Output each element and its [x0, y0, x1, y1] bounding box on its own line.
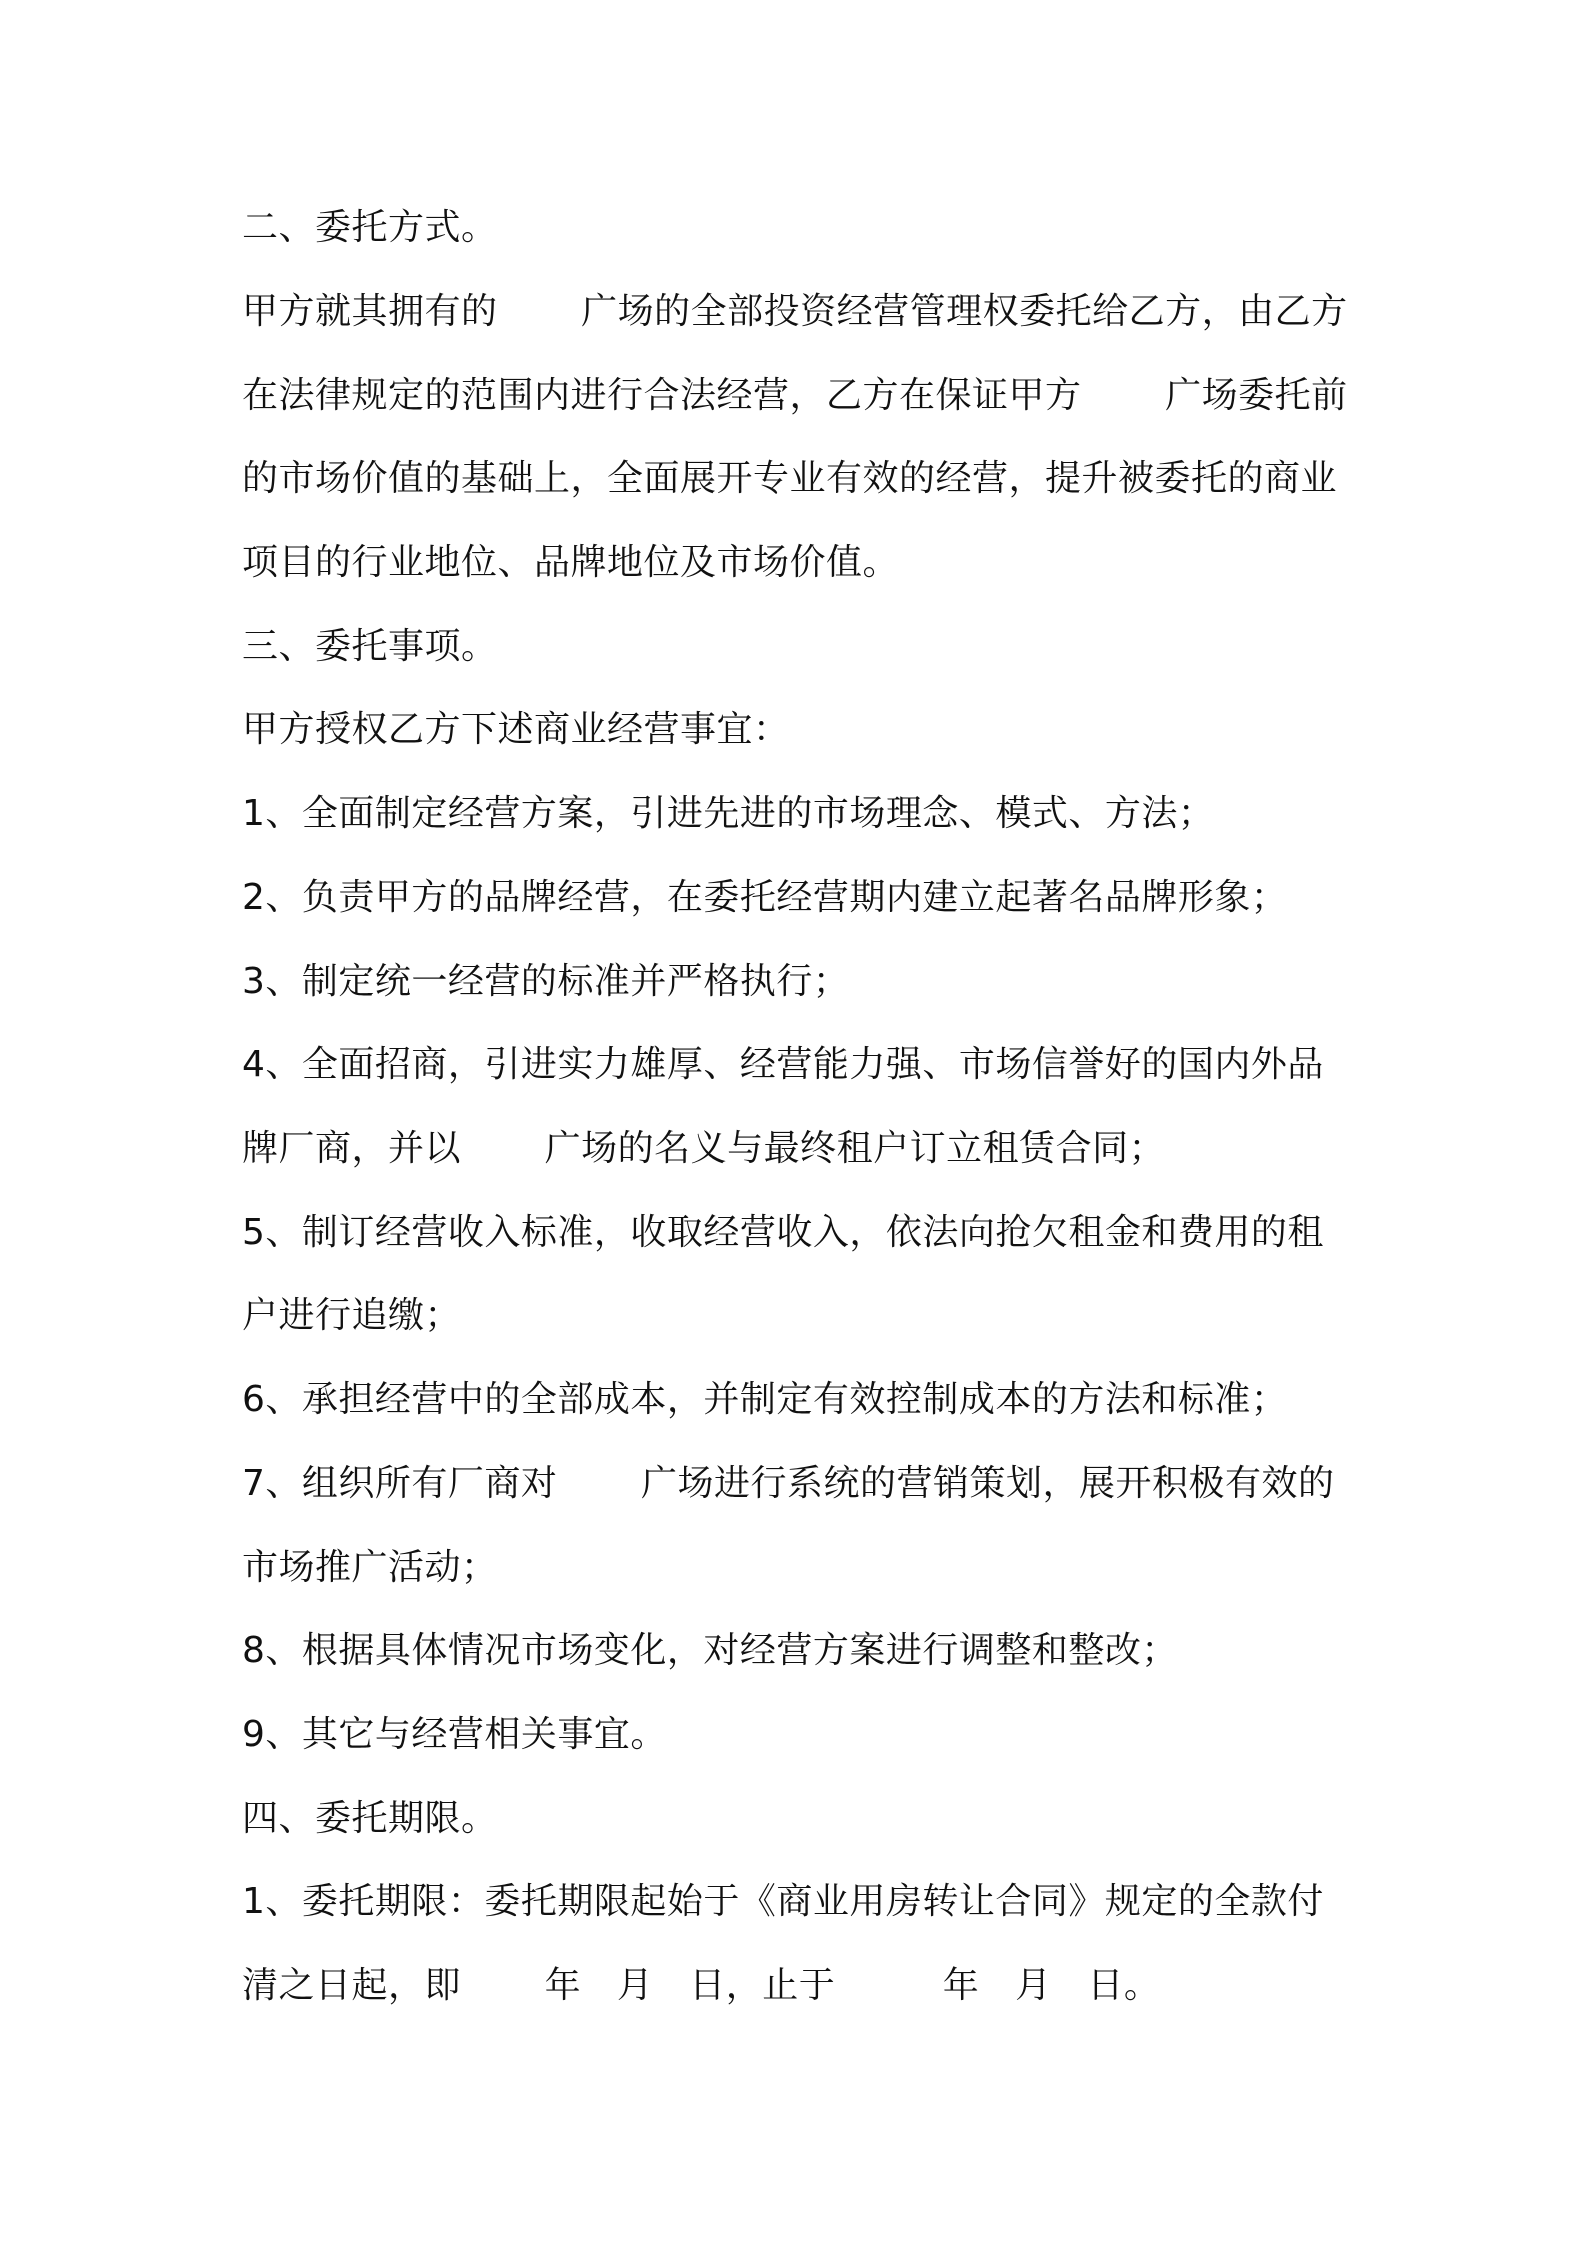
- list-item: 1、委托期限：委托期限起始于《商业用房转让合同》规定的全款付: [242, 1881, 1324, 1922]
- paragraph-line: 在法律规定的范围内进行合法经营，乙方在保证甲方 广场委托前: [242, 375, 1348, 416]
- list-item: 3、制定统一经营的标准并严格执行；: [242, 961, 850, 1002]
- list-item: 7、组织所有厂商对 广场进行系统的营销策划，展开积极有效的: [242, 1463, 1335, 1504]
- paragraph-line: 的市场价值的基础上，全面展开专业有效的经营，提升被委托的商业: [242, 458, 1338, 499]
- paragraph-line: 项目的行业地位、品牌地位及市场价值。: [242, 542, 900, 583]
- heading-delegation-matters: 三、委托事项。: [242, 626, 498, 667]
- list-item: 5、制订经营收入标准，收取经营收入，依法向抢欠租金和费用的租: [242, 1212, 1324, 1253]
- list-item: 1、全面制定经营方案，引进先进的市场理念、模式、方法；: [242, 793, 1215, 834]
- list-item: 9、其它与经营相关事宜。: [242, 1714, 667, 1755]
- list-item: 6、承担经营中的全部成本，并制定有效控制成本的方法和标准；: [242, 1379, 1288, 1420]
- list-item-continuation: 户进行追缴；: [242, 1295, 462, 1336]
- list-item: 4、全面招商，引进实力雄厚、经营能力强、市场信誉好的国内外品: [242, 1044, 1324, 1085]
- list-item-continuation: 清之日起，即 年 月 日，止于 年 月 日。: [242, 1965, 1161, 2006]
- paragraph-line: 甲方授权乙方下述商业经营事宜：: [242, 709, 790, 750]
- paragraph-line: 甲方就其拥有的 广场的全部投资经营管理权委托给乙方，由乙方: [242, 291, 1348, 332]
- list-item: 8、根据具体情况市场变化，对经营方案进行调整和整改；: [242, 1630, 1178, 1671]
- list-item-continuation: 牌厂商，并以 广场的名义与最终租户订立租赁合同；: [242, 1128, 1166, 1169]
- list-item-continuation: 市场推广活动；: [242, 1547, 498, 1588]
- list-item: 2、负责甲方的品牌经营，在委托经营期内建立起著名品牌形象；: [242, 877, 1288, 918]
- heading-delegation-method: 二、委托方式。: [242, 207, 498, 248]
- heading-delegation-term: 四、委托期限。: [242, 1798, 498, 1839]
